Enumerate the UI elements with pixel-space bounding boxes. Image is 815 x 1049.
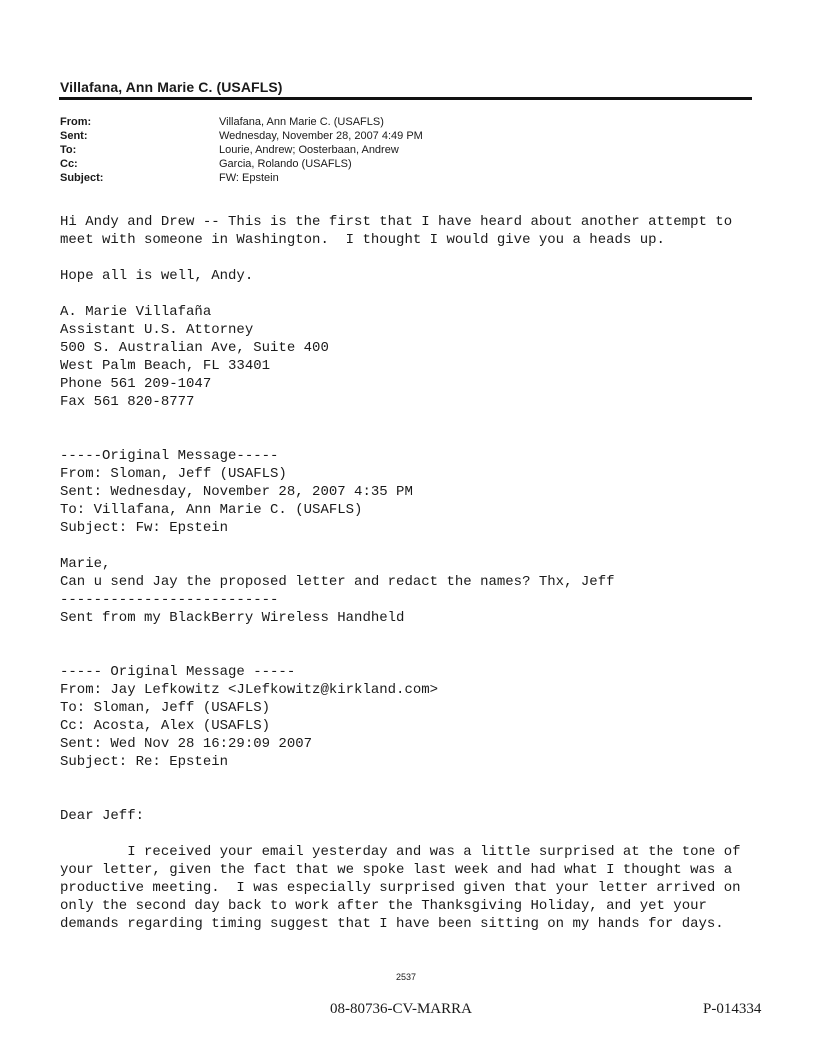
body-line [60,771,780,789]
body-line: demands regarding timing suggest that I have been sitting on my hands for days. [60,916,724,932]
body-line [60,789,780,807]
body-line [60,429,780,447]
header-label: Sent: [60,130,88,142]
header-value: Garcia, Rolando (USAFLS) [219,158,352,170]
body-line: I received your email yesterday and was a little surprised at the tone of [60,844,741,860]
quoted-header-line: To: Villafana, Ann Marie C. (USAFLS) [60,502,363,518]
header-row-subject [60,171,423,185]
email-body [60,213,780,933]
header-label: Cc: [60,158,78,170]
signature-line: Phone 561 209-1047 [60,376,212,392]
quoted-header-line: From: Sloman, Jeff (USAFLS) [60,466,287,482]
header-row-from [60,115,423,129]
bates-number: P-014334 [703,1001,762,1017]
body-line [60,249,780,267]
header-value: FW: Epstein [219,172,279,184]
body-line: meet with someone in Washington. I thought I would give you a heads up. [60,232,665,248]
header-label: To: [60,144,77,156]
header-row-to [60,143,423,157]
quoted-header-line: Sent: Wed Nov 28 16:29:09 2007 [60,736,313,752]
body-line: Hope all is well, Andy. [60,268,254,284]
header-value: Villafana, Ann Marie C. (USAFLS) [219,116,384,128]
body-line [60,285,780,303]
signature-line: West Palm Beach, FL 33401 [60,358,271,374]
sender-name-heading: Villafana, Ann Marie C. (USAFLS) [60,79,283,95]
body-line: only the second day back to work after the Thanksgiving Holiday, and yet your [60,898,707,914]
body-line [60,411,780,429]
quoted-header-line: Subject: Fw: Epstein [60,520,229,536]
body-line: Dear Jeff: [60,808,145,824]
quoted-header-line: ----- Original Message ----- [60,664,296,680]
body-line: Marie, [60,556,111,572]
quoted-header-line: Cc: Acosta, Alex (USAFLS) [60,718,271,734]
header-label: From: [60,116,92,128]
page-number: 2537 [396,972,417,982]
quoted-header-line: Subject: Re: Epstein [60,754,229,770]
body-line: Hi Andy and Drew -- This is the first that I have heard about another attempt to [60,214,733,230]
quoted-header-line: To: Sloman, Jeff (USAFLS) [60,700,271,716]
quoted-header-line: -----Original Message----- [60,448,279,464]
case-number: 08-80736-CV-MARRA [330,1001,472,1017]
header-value: Wednesday, November 28, 2007 4:49 PM [219,130,423,142]
header-row-sent [60,129,423,143]
body-line: Can u send Jay the proposed letter and redact the names? Thx, Jeff [60,574,615,590]
body-line: Sent from my BlackBerry Wireless Handheld [60,610,405,626]
header-row-cc [60,157,423,171]
body-line [60,825,780,843]
body-line [60,537,780,555]
signature-line: 500 S. Australian Ave, Suite 400 [60,340,329,356]
body-line: -------------------------- [60,592,279,608]
quoted-header-line: From: Jay Lefkowitz <JLefkowitz@kirkland.com> [60,682,439,698]
header-value: Lourie, Andrew; Oosterbaan, Andrew [219,144,399,156]
quoted-header-line: Sent: Wednesday, November 28, 2007 4:35 PM [60,484,413,500]
body-line [60,627,780,645]
body-line [60,645,780,663]
signature-line: A. Marie Villafaña [60,304,212,320]
header-label: Subject: [60,172,104,184]
header-divider [59,97,752,100]
email-header-fields [60,115,423,185]
signature-line: Assistant U.S. Attorney [60,322,254,338]
body-line: productive meeting. I was especially surprised given that your letter arrived on [60,880,741,896]
body-line: your letter, given the fact that we spoke last week and had what I thought was a [60,862,733,878]
signature-line: Fax 561 820-8777 [60,394,195,410]
